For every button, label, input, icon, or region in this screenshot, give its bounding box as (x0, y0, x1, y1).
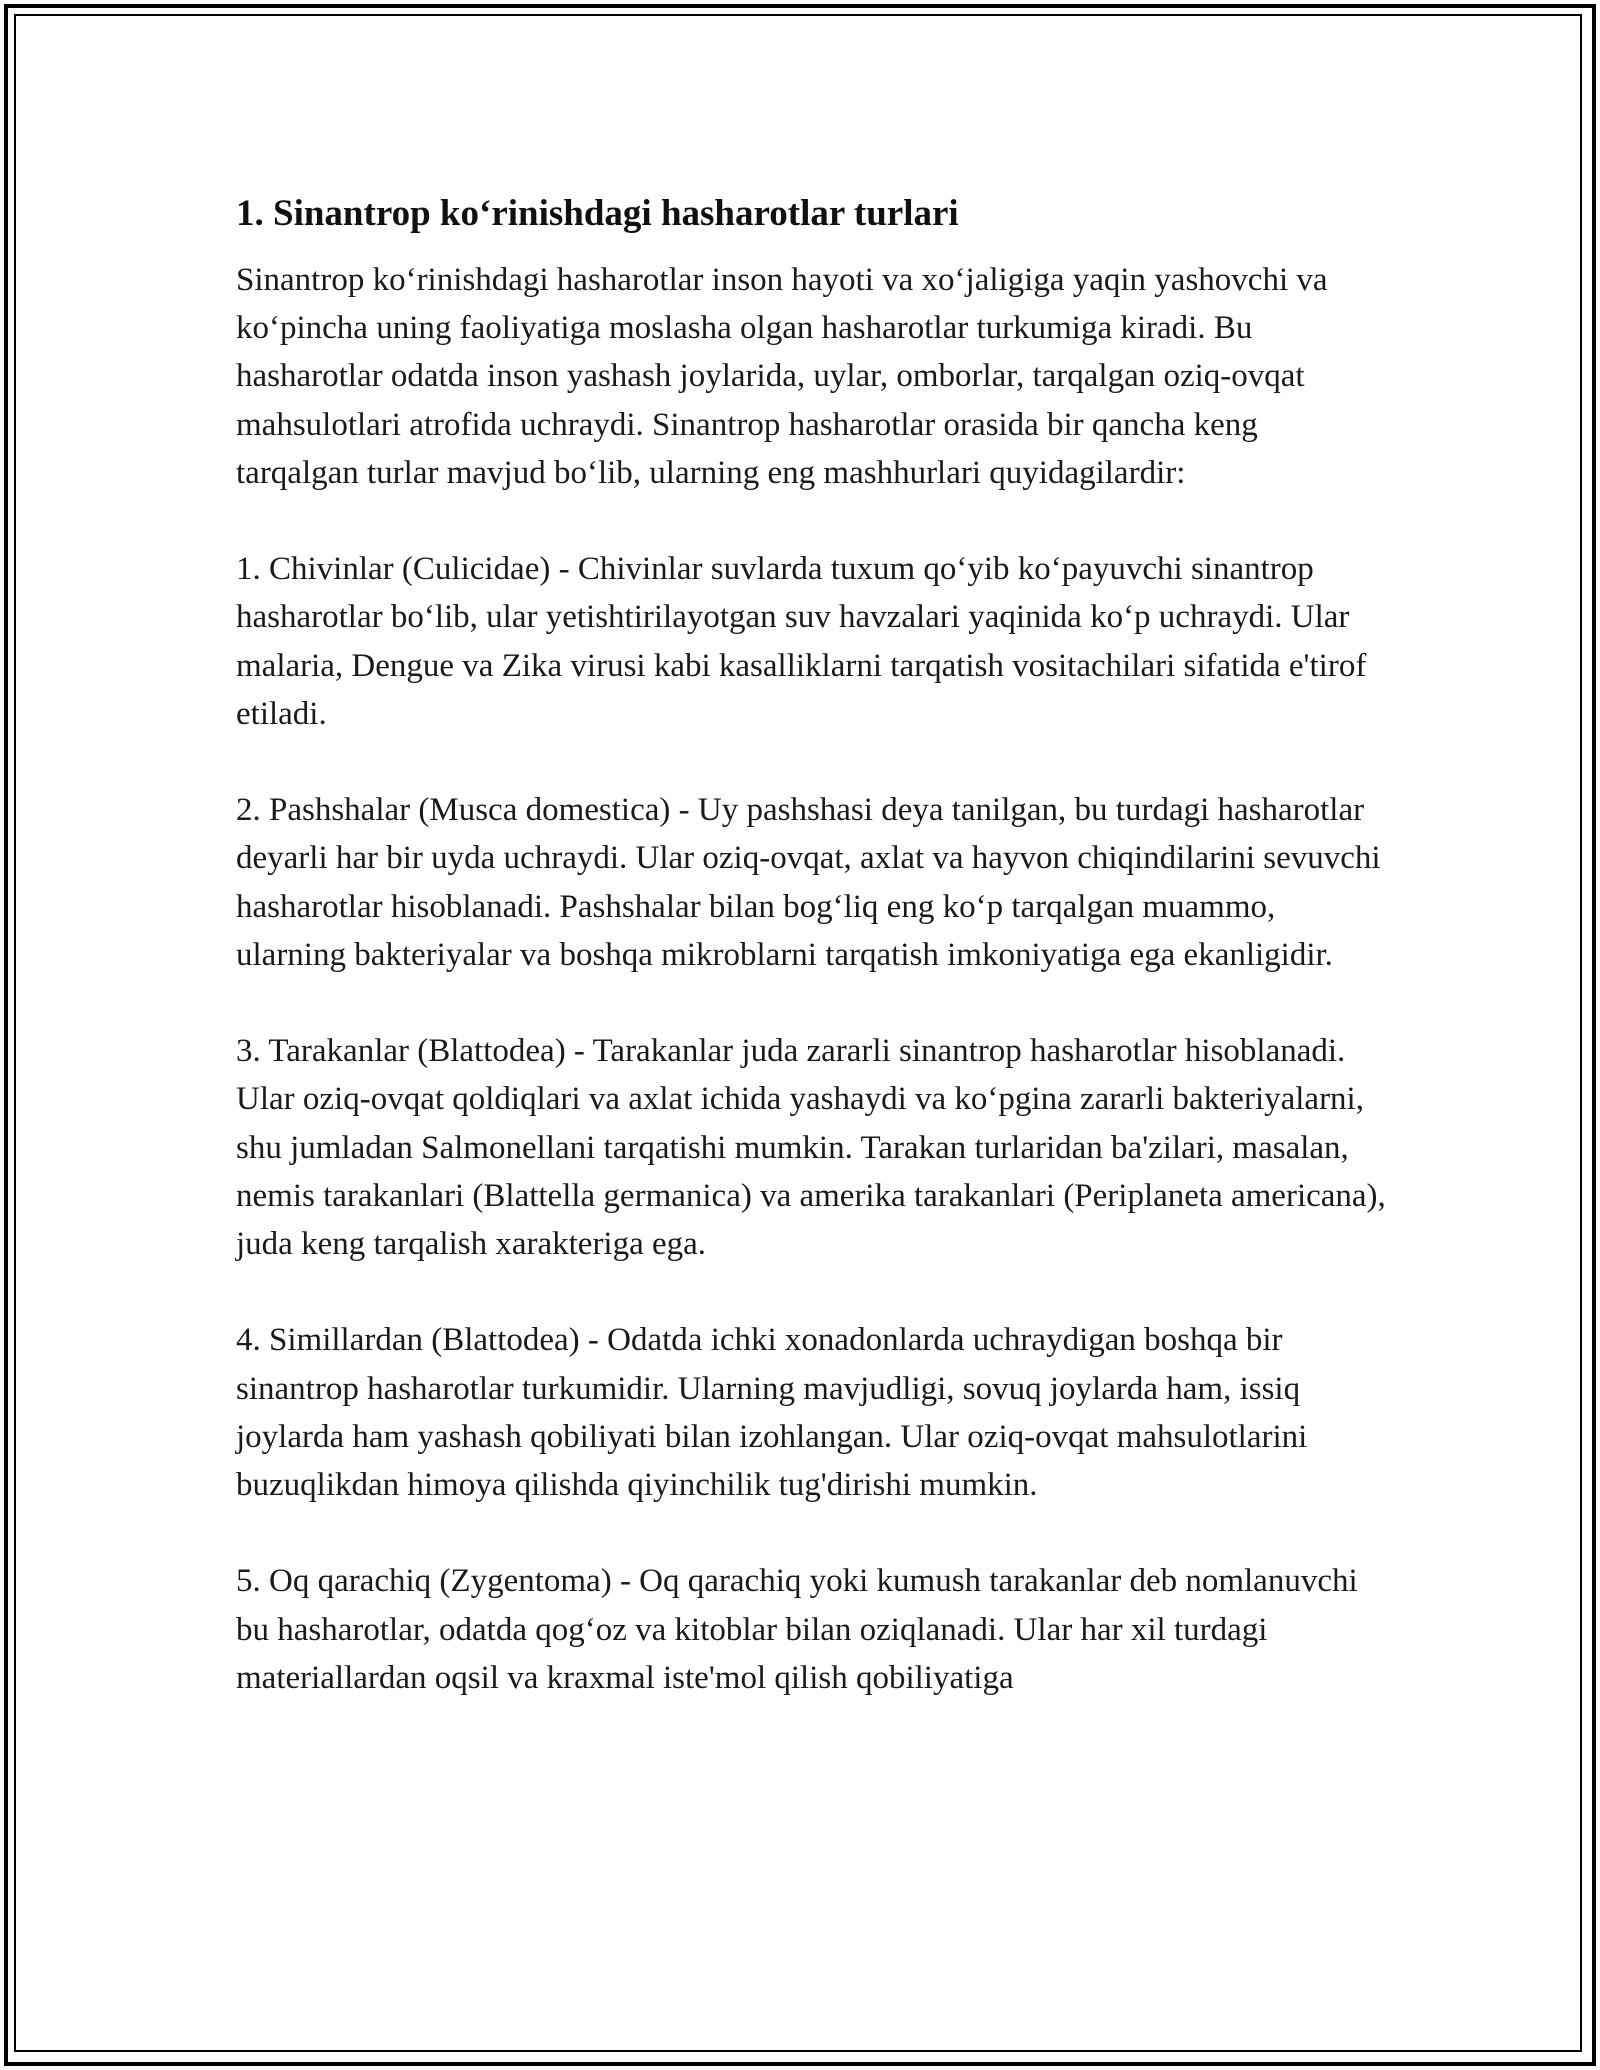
paragraph-pashshalar: 2. Pashshalar (Musca domestica) - Uy pashshasi deya tanilgan, bu turdagi hasharotlar deyarli har bir uyda uchraydi. Ular oziq-ovqat, axlat va hayvon chiqindilarini sevuvchi hasharotlar hisoblanadi. Pashshalar bilan bog‘liq eng ko‘p tarqalgan muammo, ularning bakteriyalar va boshqa mikroblarni tarqatish imkoniyatiga ega ekanligidir. (236, 792, 1381, 973)
paragraph-simillardan: 4. Simillardan (Blattodea) - Odatda ichki xonadonlarda uchraydigan boshqa bir sinantrop hasharotlar turkumidir. Ularning mavjudligi, sovuq joylarda ham, issiq joylarda ham yashash qobiliyati bilan izohlangan. Ular oziq-ovqat mahsulotlarini buzuqlikdan himoya qilishda qiyinchilik tug'dirishi mumkin. (236, 1322, 1308, 1504)
document-body (236, 188, 1386, 1750)
paragraph-chivinlar: 1. Chivinlar (Culicidae) - Chivinlar suvlarda tuxum qo‘yib ko‘payuvchi sinantrop hasharotlar bo‘lib, ular yetishtirilayotgan suv havzalari yaqinida ko‘p uchraydi. Ular malaria, Dengue va Zika virusi kabi kasalliklarni tarqatish vositachilari sifatida e'tirof etiladi. (236, 551, 1367, 732)
paragraph-tarakanlar: 3. Tarakanlar (Blattodea) - Tarakanlar juda zararli sinantrop hasharotlar hisoblanadi. Ular oziq-ovqat qoldiqlari va axlat ichida yashaydi va ko‘pgina zararli bakteriyalarni, shu jumladan Salmonellani tarqatishi mumkin. Tarakan turlaridan ba'zilari, masalan, nemis tarakanlari (Blattella germanica) va amerika tarakanlari (Periplaneta americana), juda keng tarqalish xarakteriga ega. (236, 1033, 1386, 1263)
intro-paragraph: Sinantrop ko‘rinishdagi hasharotlar inson hayoti va xo‘jaligiga yaqin yashovchi va ko‘pincha uning faoliyatiga moslasha olgan hasharotlar turkumiga kiradi. Bu hasharotlar odatda inson yashash joylarida, uylar, omborlar, tarqalgan oziq-ovqat mahsulotlari atrofida uchraydi. Sinantrop hasharotlar orasida bir qancha keng tarqalgan turlar mavjud bo‘lib, ularning eng mashhurlari quyidagilardir: (236, 262, 1328, 491)
paragraph-oq-qarachiq: 5. Oq qarachiq (Zygentoma) - Oq qarachiq yoki kumush tarakanlar deb nomlanuvchi bu hasharotlar, odatda qog‘oz va kitoblar bilan oziqlanadi. Ular har xil turdagi materiallardan oqsil va kraxmal iste'mol qilish qobiliyatiga (236, 1563, 1358, 1696)
section-heading: 1. Sinantrop ko‘rinishdagi hasharotlar turlari (236, 193, 959, 234)
